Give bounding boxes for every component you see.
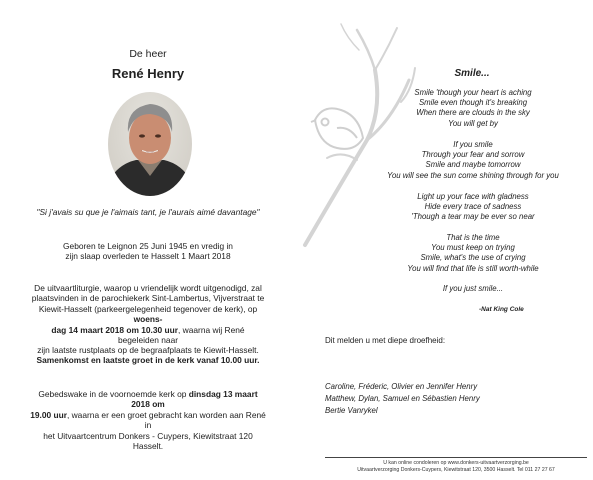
right-page <box>297 0 593 480</box>
poem-stanza-4: That is the time You must keep on trying Smile, what's the use of crying You will find that life is still worth-while <box>407 233 539 273</box>
footer-info: U kan online condoleren op www.donkers-uitvaartverzorging.be Uitvaartverzorging Donkers-Cuypers, Kiewitstraat 120, 3500 Hasselt. Tel 011 27 27 67 <box>357 460 555 474</box>
poem-stanza-2: If you smile Through your fear and sorrow Smile and maybe tomorrow You will see the sun come shining through for you <box>387 140 559 180</box>
poem-stanza-1: Smile 'though your heart is aching Smile even though it's breaking When there are clouds in the sky You will get by <box>414 88 532 128</box>
honorific: De heer <box>129 48 167 60</box>
family-line: Bertie Vanrykel <box>325 406 378 415</box>
gathering-info: Samenkomst en laatste groet in de kerk vanaf 10.00 uur. <box>36 355 260 365</box>
family-list <box>325 381 480 417</box>
footer-divider <box>325 457 587 458</box>
wake-info: Gebedswake in de voornoemde kerk op dinsdag 13 maart 2018 om 19.00 uur, waarna er een groet gebracht kan worden aan René in het Uitvaartcentrum Donkers - Cuypers, Kiewitstraat 120 Hasselt. <box>30 389 266 452</box>
left-page <box>0 0 296 480</box>
poem-stanza-5: If you just smile... <box>442 284 504 293</box>
birth-death-info: Geboren te Leignon 25 Juni 1945 en vredig in zijn slaap overleden te Hasselt 1 Maart 2018 <box>63 241 233 262</box>
funeral-service-info: De uitvaartliturgie, waarop u vriendelijk wordt uitgenodigd, zal plaatsvinden in de parochiekerk Sint-Lambertus, Vijverstraat te Kiewit-Hasselt (parkeergelegenheid tegenover de kerk), op woens- dag 14 maart 2018 om 10.30 uur, waarna wij René begeleiden naar zijn laatste rustplaats op de begraafplaats te Kiewit-Hasselt. <box>31 283 265 356</box>
poem-stanza-3: Light up your face with gladness Hide every trace of sadness 'Though a tear may be ever so near <box>411 192 535 222</box>
poem-author: -Nat King Cole <box>479 306 524 313</box>
family-line: Matthew, Dylan, Samuel en Sébastien Henry <box>325 394 480 403</box>
memorial-quote: "Si j'avais su que je l'aimais tant, je l'aurais aimé davantage" <box>36 207 260 217</box>
announcement-intro: Dit melden u met diepe droefheid: <box>325 336 446 345</box>
family-line: Caroline, Fréderic, Olivier en Jennifer Henry <box>325 382 478 391</box>
portrait-photo <box>108 92 192 196</box>
poem-title: Smile... <box>454 68 490 79</box>
deceased-name: René Henry <box>111 66 185 81</box>
